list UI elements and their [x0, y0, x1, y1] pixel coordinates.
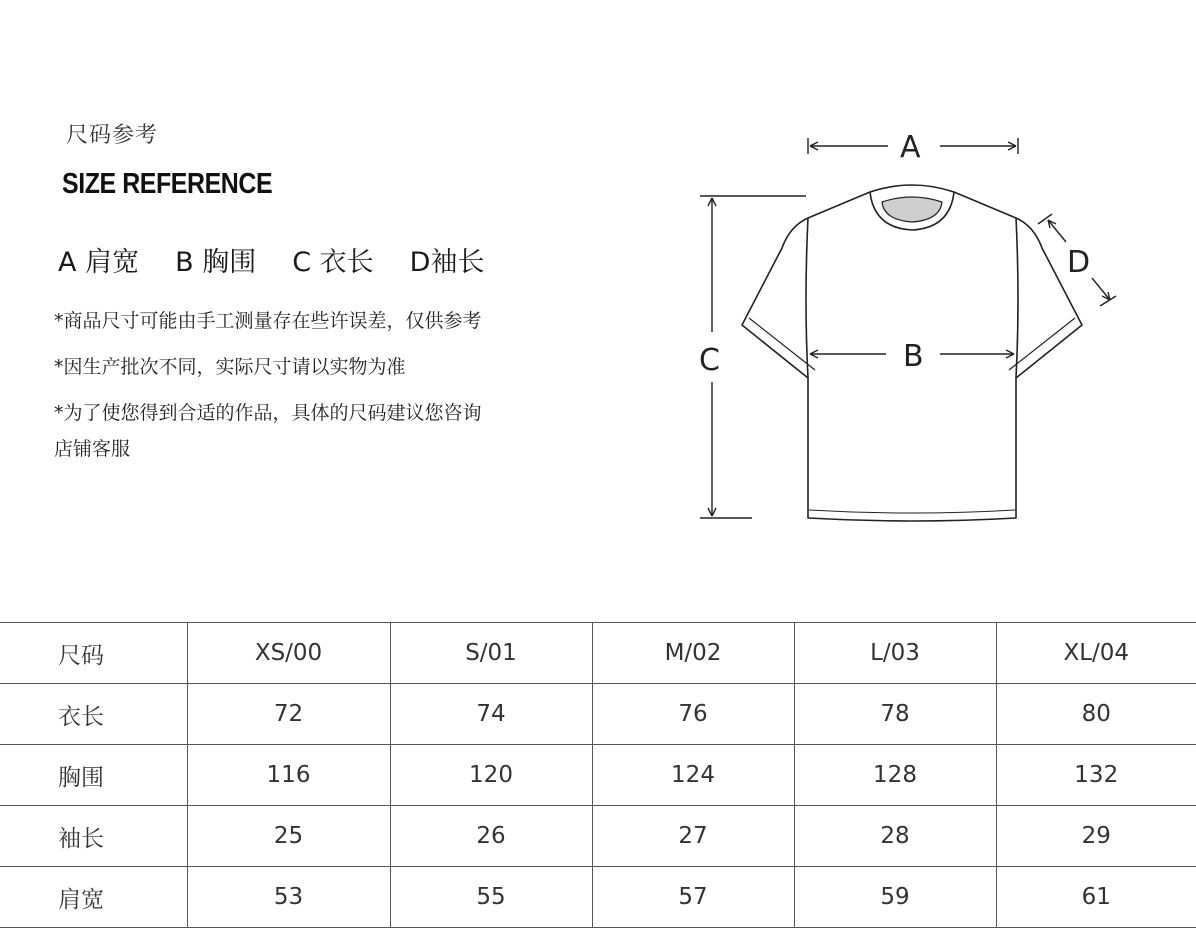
- table-cell: 25: [187, 806, 390, 867]
- table-cell: 78: [794, 684, 996, 745]
- table-cell: 128: [794, 745, 996, 806]
- measurement-legend: [58, 240, 520, 279]
- table-row-label: 袖长: [0, 806, 187, 867]
- table-row: [0, 684, 1196, 745]
- table-cell: 124: [592, 745, 794, 806]
- table-cell: 55: [390, 867, 592, 928]
- table-cell: 59: [794, 867, 996, 928]
- table-header-cell: 尺码: [0, 623, 187, 684]
- legend-item-a: A 肩宽: [58, 247, 140, 278]
- table-header-cell: M/02: [592, 623, 794, 684]
- table-cell: 74: [390, 684, 592, 745]
- table-row-label: 肩宽: [0, 867, 187, 928]
- table-cell: 26: [390, 806, 592, 867]
- table-cell: 132: [996, 745, 1196, 806]
- legend-item-c: C 衣长: [292, 247, 374, 278]
- table-cell: 116: [187, 745, 390, 806]
- page-title-en: SIZE REFERENCE: [62, 168, 273, 200]
- table-cell: 80: [996, 684, 1196, 745]
- table-header-cell: S/01: [390, 623, 592, 684]
- table-header-cell: XS/00: [187, 623, 390, 684]
- table-cell: 76: [592, 684, 794, 745]
- legend-item-d: D袖长: [409, 247, 485, 278]
- note-consult-cont: 店铺客服: [54, 438, 131, 460]
- table-row-label: 胸围: [0, 745, 187, 806]
- diagram-label-d: D: [1067, 245, 1091, 280]
- table-cell: 61: [996, 867, 1196, 928]
- diagram-label-a: A: [900, 130, 921, 165]
- table-header-cell: XL/04: [996, 623, 1196, 684]
- table-row: [0, 806, 1196, 867]
- note-batch-difference: *因生产批次不同，实际尺寸请以实物为准: [54, 356, 406, 378]
- table-cell: 120: [390, 745, 592, 806]
- table-cell: 72: [187, 684, 390, 745]
- table-row: [0, 867, 1196, 928]
- note-measurement-error: *商品尺寸可能由手工测量存在些许误差，仅供参考: [54, 310, 482, 332]
- table-cell: 57: [592, 867, 794, 928]
- size-chart-table: [0, 622, 1196, 928]
- tshirt-icon: [690, 120, 1130, 540]
- diagram-label-c: C: [699, 343, 720, 378]
- diagram-label-b: B: [903, 339, 924, 374]
- table-cell: 28: [794, 806, 996, 867]
- table-header-row: [0, 623, 1196, 684]
- legend-item-b: B 胸围: [175, 247, 257, 278]
- table-header-cell: L/03: [794, 623, 996, 684]
- page-title-cn: 尺码参考: [66, 123, 159, 148]
- table-cell: 29: [996, 806, 1196, 867]
- note-consult: *为了使您得到合适的作品，具体的尺码建议您咨询: [54, 402, 482, 424]
- table-cell: 53: [187, 867, 390, 928]
- table-row: [0, 745, 1196, 806]
- table-cell: 27: [592, 806, 794, 867]
- table-row-label: 衣长: [0, 684, 187, 745]
